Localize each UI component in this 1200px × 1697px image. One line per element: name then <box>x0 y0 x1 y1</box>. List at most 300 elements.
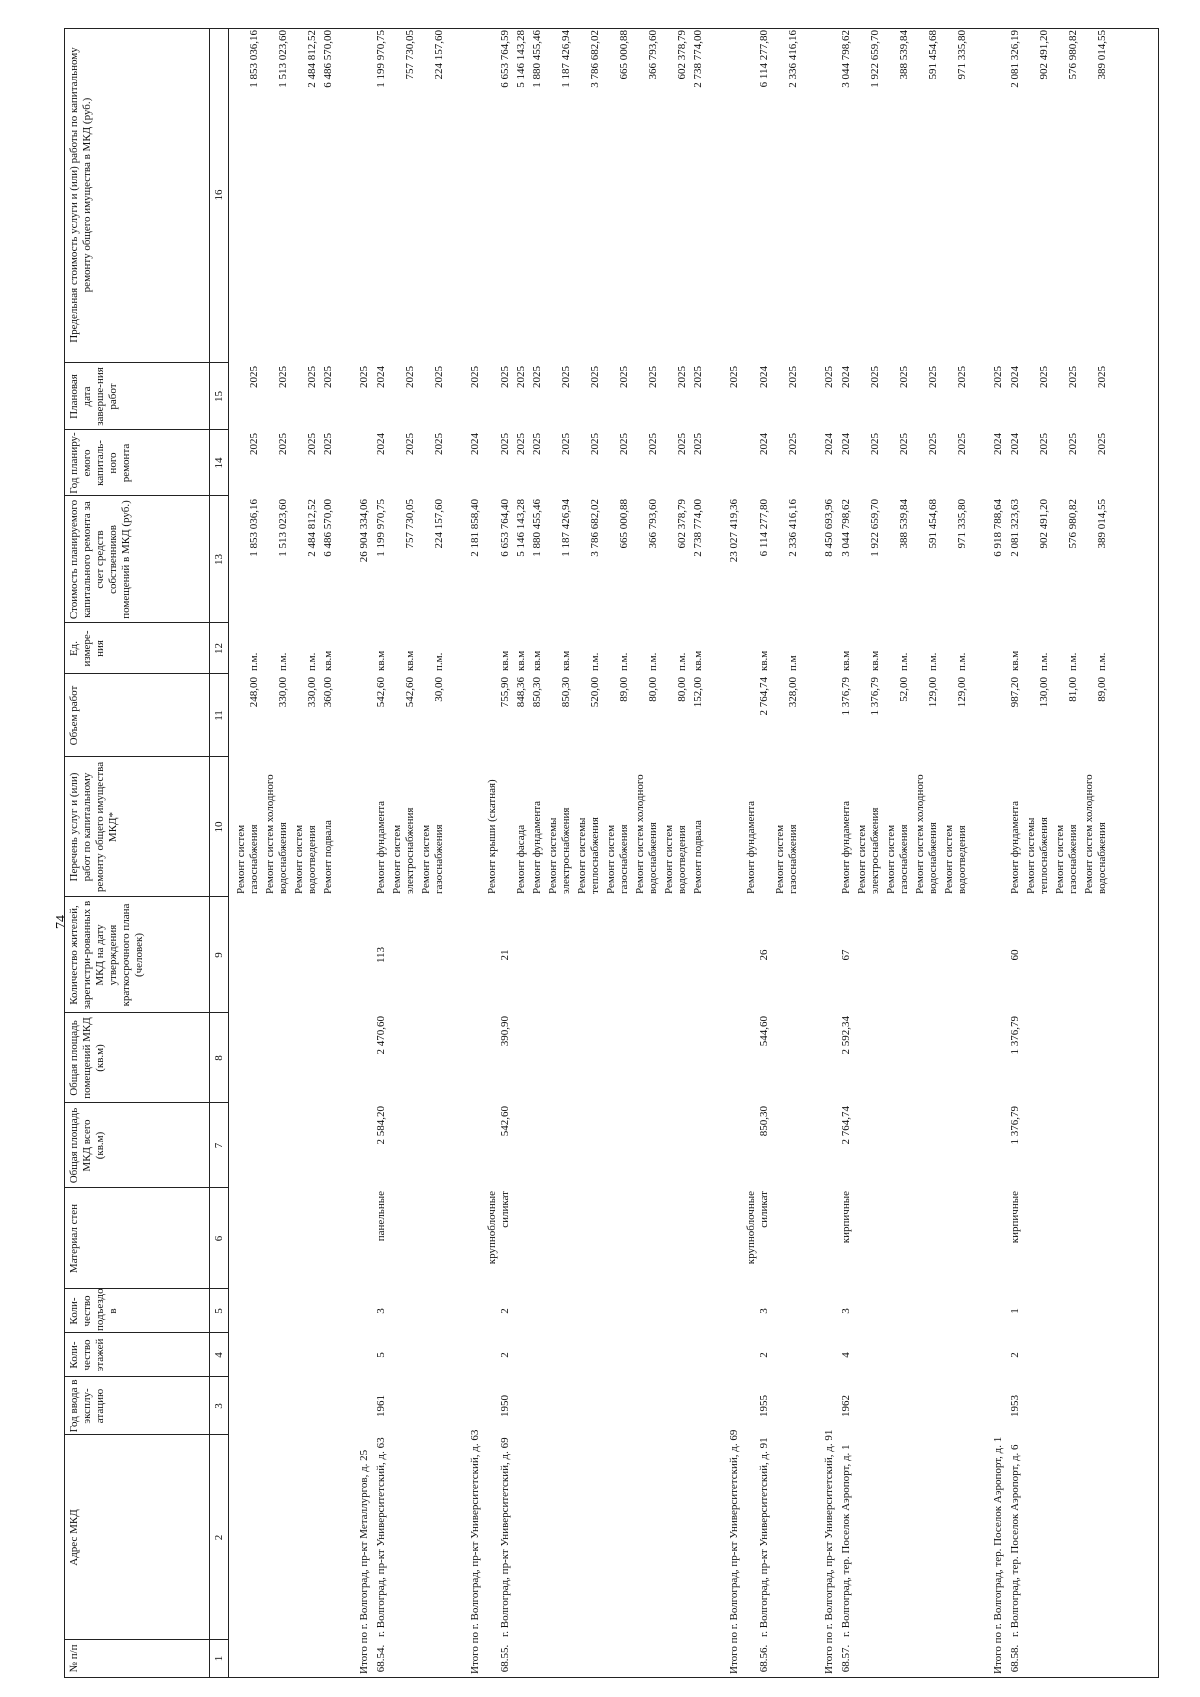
column-header: Перечень услуг и (или) работ по капитальному ремонту общего имущества МКД* <box>68 761 119 893</box>
table-row <box>293 29 322 1677</box>
column-header: Стоимость планируемого капитального ремонта за счет средств собственников помещений в МКД (руб.) <box>68 499 132 620</box>
cell-limit: 2 484 812,52 <box>306 30 318 88</box>
cell-work: Ремонт систем газоснабжения <box>774 824 799 894</box>
column-header: Год ввода в эксплу-атацию <box>68 1379 106 1433</box>
cell-end-date: 2024 <box>1009 366 1021 388</box>
house-row <box>375 29 391 1677</box>
cell-wall: кирпичные <box>1009 1191 1021 1244</box>
cell-unit: кв.м <box>560 650 572 671</box>
table-row <box>885 29 914 1677</box>
column-divider <box>65 1434 228 1435</box>
cell-unit: кв.м <box>375 650 387 671</box>
column-number: 5 <box>213 1308 225 1314</box>
cell-residents: 113 <box>375 946 387 964</box>
cell-cost: 2 336 416,16 <box>787 499 799 557</box>
cell-work: Ремонт систем электроснабжения <box>856 807 881 894</box>
cell-year: 1955 <box>758 1395 770 1417</box>
total-row <box>449 29 486 1677</box>
cell-end-date: 2024 <box>375 366 387 388</box>
cell-limit: 388 539,84 <box>898 30 910 80</box>
cell-address: Итого по г. Волгоград, пр-кт Университетский, д. 69 <box>728 1429 740 1674</box>
cell-work: Ремонт систем холодного водоснабжения <box>914 774 939 894</box>
cell-work: Ремонт системы теплоснабжения <box>1025 817 1050 894</box>
cell-volume: 89,00 <box>1096 677 1108 702</box>
cell-work: Ремонт фундамента <box>840 800 852 894</box>
cell-plan-year: 2025 <box>589 433 601 455</box>
cell-limit: 3 044 798,62 <box>840 30 852 88</box>
cell-cost: 2 081 323,63 <box>1009 499 1021 557</box>
cell-wall: кирпичные <box>840 1191 852 1244</box>
cell-plan-year: 2025 <box>1067 433 1079 455</box>
header-divider <box>209 29 210 1677</box>
cell-cost: 5 146 143,28 <box>515 499 527 557</box>
column-header: Объем работ <box>68 685 80 746</box>
cell-work: Ремонт систем холодного водоснабжения <box>1083 774 1108 894</box>
cell-end-date: 2025 <box>992 366 1004 388</box>
cell-volume: 330,00 <box>277 677 289 708</box>
cell-wall: крупноблочные силикат <box>486 1191 511 1265</box>
cell-end-date: 2025 <box>1067 366 1079 388</box>
table-row <box>515 29 531 1677</box>
cell-unit: кв.м <box>840 650 852 671</box>
house-row <box>1009 29 1025 1677</box>
column-header: Предельная стоимость услуги и (или) работы по капитальному ремонту общего имущества в МКД (руб.) <box>68 47 93 343</box>
column-number: 1 <box>213 1655 225 1662</box>
cell-cost: 23 027 419,36 <box>728 499 740 563</box>
column-number: 7 <box>213 1142 225 1149</box>
cell-end-date: 2025 <box>515 366 527 388</box>
cell-plan-year: 2025 <box>692 433 704 455</box>
cell-end-date: 2025 <box>898 366 910 388</box>
cell-unit: п.м. <box>433 652 445 671</box>
cell-unit: кв.м <box>1009 650 1021 671</box>
cell-year: 1950 <box>499 1395 511 1417</box>
cell-area-total: 2 764,74 <box>840 1106 852 1145</box>
cell-work: Ремонт систем газоснабжения <box>605 824 630 894</box>
cell-wall: панельные <box>375 1191 387 1242</box>
cell-cost: 1 199 970,75 <box>375 499 387 557</box>
table-row <box>547 29 576 1677</box>
cell-volume: 248,00 <box>248 677 260 708</box>
cell-volume: 360,00 <box>322 677 334 708</box>
cell-num: 68.54. <box>375 1644 387 1673</box>
cell-cost: 971 335,80 <box>956 499 968 549</box>
cell-unit: п.м. <box>647 652 659 671</box>
cell-limit: 1 853 036,16 <box>248 30 260 88</box>
cell-cost: 389 014,55 <box>1096 499 1108 549</box>
cell-cost: 1 853 036,16 <box>248 499 260 557</box>
cell-work: Ремонт систем водоотведения <box>663 824 688 894</box>
cell-volume: 129,00 <box>956 677 968 708</box>
cell-volume: 520,00 <box>589 677 601 708</box>
column-divider <box>65 495 228 496</box>
cell-area-premises: 1 376,79 <box>1009 1016 1021 1055</box>
cell-unit: п.м. <box>277 652 289 671</box>
cell-plan-year: 2025 <box>277 433 289 455</box>
cell-end-date: 2025 <box>869 366 881 388</box>
table-row <box>692 29 708 1677</box>
cell-address: Итого по г. Волгоград, пр-кт Металлургов, д. 25 <box>358 1449 370 1674</box>
cell-address: Итого по г. Волгоград, пр-кт Университетский, д. 91 <box>823 1429 835 1674</box>
cell-limit: 1 922 659,70 <box>869 30 881 88</box>
column-divider <box>65 673 228 674</box>
cell-volume: 152,00 <box>692 677 704 708</box>
cell-cost: 6 653 764,40 <box>499 499 511 557</box>
cell-limit: 2 738 774,00 <box>692 30 704 88</box>
cell-end-date: 2025 <box>358 366 370 388</box>
cell-cost: 3 786 682,02 <box>589 499 601 557</box>
column-divider <box>65 1332 228 1333</box>
cell-unit: п.м. <box>306 652 318 671</box>
cell-limit: 6 653 764,59 <box>499 30 511 88</box>
cell-end-date: 2025 <box>676 366 688 388</box>
cell-end-date: 2025 <box>618 366 630 388</box>
cell-cost: 602 378,79 <box>676 499 688 549</box>
column-header: Количество жителей, зарегистри-рованных в МКД на дату утверждения краткосрочного плана (человек) <box>68 900 145 1010</box>
column-divider <box>65 362 228 363</box>
column-divider <box>65 1187 228 1188</box>
cell-end-date: 2024 <box>758 366 770 388</box>
cell-unit: кв.м <box>692 650 704 671</box>
cell-work: Ремонт систем водоотведения <box>293 824 318 894</box>
cell-cost: 2 484 812,52 <box>306 499 318 557</box>
cell-work: Ремонт фундамента <box>745 800 757 894</box>
cell-work: Ремонт подвала <box>322 820 334 894</box>
cell-plan-year: 2025 <box>322 433 334 455</box>
cell-work: Ремонт системы теплоснабжения <box>576 817 601 894</box>
column-number: 11 <box>213 710 225 721</box>
cell-residents: 60 <box>1009 949 1021 961</box>
column-header: Адрес МКД <box>68 1509 80 1566</box>
cell-volume: 848,36 <box>515 677 527 708</box>
cell-limit: 1 187 426,94 <box>560 30 572 88</box>
column-divider <box>65 1376 228 1377</box>
table-row <box>531 29 547 1677</box>
cell-unit: кв.м <box>322 650 334 671</box>
column-divider <box>65 1012 228 1013</box>
column-header: № п/п <box>68 1644 80 1673</box>
column-header: Год планиру-емого капиталь-ного ремонта <box>68 432 132 494</box>
cell-plan-year: 2024 <box>375 433 387 455</box>
cell-unit: п.м. <box>898 652 910 671</box>
cell-area-premises: 2 470,60 <box>375 1016 387 1055</box>
cell-floors: 5 <box>375 1352 387 1358</box>
cell-limit: 591 454,68 <box>927 30 939 80</box>
cell-cost: 8 450 693,96 <box>823 499 835 557</box>
cell-unit: кв.м <box>404 650 416 671</box>
page-number: 74 <box>54 915 69 929</box>
cell-limit: 1 513 023,60 <box>277 30 289 88</box>
cell-num: 68.58. <box>1009 1644 1021 1673</box>
cell-work: Ремонт систем холодного водоснабжения <box>634 774 659 894</box>
cell-entrances: 3 <box>758 1308 770 1314</box>
cell-end-date: 2025 <box>404 366 416 388</box>
cell-floors: 2 <box>499 1352 511 1358</box>
cell-work: Ремонт фундамента <box>531 800 543 894</box>
cell-limit: 2 336 416,16 <box>787 30 799 88</box>
column-divider <box>65 1288 228 1289</box>
cell-unit: п.м <box>787 655 799 671</box>
cell-volume: 1 376,79 <box>840 677 852 716</box>
cell-limit: 902 491,20 <box>1038 30 1050 80</box>
cell-cost: 6 918 788,64 <box>992 499 1004 557</box>
house-row <box>745 29 774 1677</box>
cell-limit: 5 146 143,28 <box>515 30 527 88</box>
column-header: Общая площадь МКД всего (кв.м) <box>68 1107 106 1184</box>
cell-cost: 576 980,82 <box>1067 499 1079 549</box>
cell-end-date: 2025 <box>589 366 601 388</box>
cell-limit: 366 793,60 <box>647 30 659 80</box>
column-number: 6 <box>213 1235 225 1242</box>
total-row <box>708 29 745 1677</box>
cell-plan-year: 2025 <box>787 433 799 455</box>
cell-volume: 850,30 <box>560 677 572 708</box>
cell-cost: 1 187 426,94 <box>560 499 572 557</box>
cell-unit: кв.м <box>531 650 543 671</box>
cell-volume: 130,00 <box>1038 677 1050 708</box>
cell-volume: 89,00 <box>618 677 630 702</box>
cell-end-date: 2025 <box>248 366 260 388</box>
cell-end-date: 2024 <box>840 366 852 388</box>
column-header: Плановая дата заверше-ния работ <box>68 367 119 426</box>
table-row <box>1083 29 1112 1677</box>
cell-unit: п.м. <box>1096 652 1108 671</box>
column-divider <box>65 622 228 623</box>
total-row <box>803 29 840 1677</box>
column-number: 3 <box>213 1403 225 1409</box>
column-divider <box>65 896 228 897</box>
cell-cost: 26 904 334,06 <box>358 499 370 563</box>
column-divider <box>65 1102 228 1103</box>
cell-floors: 2 <box>758 1352 770 1358</box>
cell-floors: 4 <box>840 1352 852 1358</box>
cell-area-premises: 390,90 <box>499 1016 511 1047</box>
cell-end-date: 2025 <box>647 366 659 388</box>
column-divider <box>65 1639 228 1640</box>
cell-plan-year: 2024 <box>758 433 770 455</box>
cell-address: Итого по г. Волгоград, пр-кт Университетский, д. 63 <box>469 1429 481 1674</box>
table-row <box>856 29 885 1677</box>
table-row <box>420 29 449 1677</box>
house-row <box>840 29 856 1677</box>
cell-cost: 1 880 455,46 <box>531 499 543 557</box>
cell-volume: 80,00 <box>647 677 659 702</box>
cell-unit: п.м. <box>1067 652 1079 671</box>
cell-unit: п.м. <box>248 652 260 671</box>
column-header: Общая площадь помещений МКД (кв.м) <box>68 1017 106 1099</box>
cell-residents: 26 <box>758 949 770 961</box>
cell-work: Ремонт систем водоотведения <box>943 824 968 894</box>
table-row <box>235 29 264 1677</box>
column-number: 13 <box>213 554 225 565</box>
table-row <box>391 29 420 1677</box>
cell-end-date: 2025 <box>322 366 334 388</box>
cell-volume: 30,00 <box>433 677 445 702</box>
table-row <box>1025 29 1054 1677</box>
cell-plan-year: 2025 <box>531 433 543 455</box>
table-row <box>1054 29 1083 1677</box>
column-number: 2 <box>213 1534 225 1541</box>
cell-end-date: 2025 <box>1096 366 1108 388</box>
cell-limit: 389 014,55 <box>1096 30 1108 80</box>
cell-end-date: 2025 <box>469 366 481 388</box>
total-row <box>338 29 375 1677</box>
cell-limit: 1 199 970,75 <box>375 30 387 88</box>
cell-plan-year: 2025 <box>560 433 572 455</box>
cell-entrances: 1 <box>1009 1308 1021 1314</box>
cell-work: Ремонт фундамента <box>375 800 387 894</box>
cell-plan-year: 2025 <box>433 433 445 455</box>
cell-work: Ремонт систем электроснабжения <box>391 807 416 894</box>
table-row <box>605 29 634 1677</box>
cell-work: Ремонт систем газоснабжения <box>1054 824 1079 894</box>
cell-work: Ремонт крыши (скатная) <box>486 779 498 894</box>
cell-limit: 602 378,79 <box>676 30 688 80</box>
column-number: 12 <box>213 643 225 654</box>
cell-cost: 902 491,20 <box>1038 499 1050 549</box>
cell-work: Ремонт подвала <box>692 820 704 894</box>
cell-plan-year: 2025 <box>515 433 527 455</box>
cell-plan-year: 2025 <box>618 433 630 455</box>
cell-unit: кв.м <box>758 650 770 671</box>
cell-cost: 388 539,84 <box>898 499 910 549</box>
cell-unit: кв.м <box>499 650 511 671</box>
cell-end-date: 2025 <box>692 366 704 388</box>
column-number: 8 <box>213 1055 225 1061</box>
column-number: 10 <box>213 821 225 833</box>
cell-entrances: 3 <box>375 1308 387 1314</box>
cell-limit: 1 880 455,46 <box>531 30 543 88</box>
cell-end-date: 2025 <box>433 366 445 388</box>
cell-unit: п.м. <box>927 652 939 671</box>
cell-plan-year: 2025 <box>956 433 968 455</box>
cell-plan-year: 2025 <box>499 433 511 455</box>
cell-cost: 6 114 277,80 <box>758 499 770 557</box>
cell-area-total: 542,60 <box>499 1106 511 1137</box>
cell-volume: 542,60 <box>404 677 416 708</box>
cell-residents: 67 <box>840 949 852 961</box>
cell-area-premises: 544,60 <box>758 1016 770 1047</box>
cell-unit: п.м. <box>1038 652 1050 671</box>
cell-address: Итого по г. Волгоград, тер. Поселок Аэропорт, д. 1 <box>992 1436 1004 1674</box>
cell-address: г. Волгоград, пр-кт Университетский, д. 91 <box>758 1437 770 1637</box>
table-row <box>634 29 663 1677</box>
cell-limit: 6 486 570,00 <box>322 30 334 88</box>
cell-limit: 6 114 277,80 <box>758 30 770 88</box>
cell-work: Ремонт систем газоснабжения <box>235 824 260 894</box>
cell-cost: 2 181 858,40 <box>469 499 481 557</box>
cell-cost: 6 486 570,00 <box>322 499 334 557</box>
total-row <box>972 29 1009 1677</box>
cell-num: 68.57. <box>840 1644 852 1673</box>
cell-cost: 591 454,68 <box>927 499 939 549</box>
cell-volume: 80,00 <box>676 677 688 702</box>
cell-address: г. Волгоград, тер. Поселок Аэропорт, д. 6 <box>1009 1444 1021 1637</box>
cell-cost: 757 730,05 <box>404 499 416 549</box>
cell-cost: 224 157,60 <box>433 499 445 549</box>
cell-volume: 129,00 <box>927 677 939 708</box>
cell-plan-year: 2025 <box>676 433 688 455</box>
cell-end-date: 2025 <box>499 366 511 388</box>
cell-cost: 366 793,60 <box>647 499 659 549</box>
cell-limit: 224 157,60 <box>433 30 445 80</box>
column-header: Коли-чество этажей <box>68 1338 106 1372</box>
cell-plan-year: 2025 <box>647 433 659 455</box>
cell-unit: п.м. <box>618 652 630 671</box>
cell-end-date: 2025 <box>787 366 799 388</box>
column-number: 16 <box>213 189 225 201</box>
column-divider <box>65 429 228 430</box>
cell-unit: п.м. <box>589 652 601 671</box>
cell-work: Ремонт систем газоснабжения <box>420 824 445 894</box>
cell-address: г. Волгоград, пр-кт Университетский, д. 63 <box>375 1437 387 1637</box>
cell-year: 1962 <box>840 1395 852 1417</box>
cell-volume: 52,00 <box>898 677 910 702</box>
cell-unit: п.м. <box>676 652 688 671</box>
cell-unit: кв.м <box>869 650 881 671</box>
house-row <box>486 29 515 1677</box>
cell-end-date: 2025 <box>956 366 968 388</box>
cell-plan-year: 2025 <box>404 433 416 455</box>
table-row <box>943 29 972 1677</box>
cell-year: 1961 <box>375 1395 387 1417</box>
cell-cost: 2 738 774,00 <box>692 499 704 557</box>
table-row <box>576 29 605 1677</box>
cell-plan-year: 2025 <box>248 433 260 455</box>
cell-plan-year: 2024 <box>992 433 1004 455</box>
cell-volume: 755,90 <box>499 677 511 708</box>
cell-plan-year: 2024 <box>1009 433 1021 455</box>
table-row <box>322 29 338 1677</box>
cell-work: Ремонт системы электроснабжения <box>547 807 572 894</box>
cell-work: Ремонт систем газоснабжения <box>885 824 910 894</box>
cell-limit: 757 730,05 <box>404 30 416 80</box>
column-header: Ед. измере-ния <box>68 630 106 667</box>
cell-cost: 665 000,88 <box>618 499 630 549</box>
column-number: 4 <box>213 1352 225 1358</box>
cell-limit: 2 081 326,19 <box>1009 30 1021 88</box>
cell-plan-year: 2024 <box>840 433 852 455</box>
cell-end-date: 2025 <box>823 366 835 388</box>
cell-cost: 1 513 023,60 <box>277 499 289 557</box>
table-row <box>914 29 943 1677</box>
cell-limit: 576 980,82 <box>1067 30 1079 80</box>
cell-work: Ремонт систем холодного водоснабжения <box>264 774 289 894</box>
cell-work: Ремонт фундамента <box>1009 800 1021 894</box>
cell-area-total: 850,30 <box>758 1106 770 1137</box>
cell-floors: 2 <box>1009 1352 1021 1358</box>
cell-limit: 971 335,80 <box>956 30 968 80</box>
cell-area-total: 1 376,79 <box>1009 1106 1021 1145</box>
cell-residents: 21 <box>499 949 511 961</box>
table-row <box>663 29 692 1677</box>
cell-end-date: 2025 <box>1038 366 1050 388</box>
cell-plan-year: 2025 <box>1038 433 1050 455</box>
cell-end-date: 2025 <box>728 366 740 388</box>
cell-plan-year: 2024 <box>823 433 835 455</box>
cell-unit: кв.м <box>515 650 527 671</box>
cell-end-date: 2025 <box>560 366 572 388</box>
cell-cost: 1 922 659,70 <box>869 499 881 557</box>
column-number: 9 <box>213 952 225 958</box>
repair-plan-table <box>64 28 1159 1678</box>
cell-area-premises: 2 592,34 <box>840 1016 852 1055</box>
cell-limit: 665 000,88 <box>618 30 630 80</box>
cell-end-date: 2025 <box>277 366 289 388</box>
cell-volume: 1 376,79 <box>869 677 881 716</box>
cell-limit: 3 786 682,02 <box>589 30 601 88</box>
column-number: 15 <box>213 391 225 402</box>
